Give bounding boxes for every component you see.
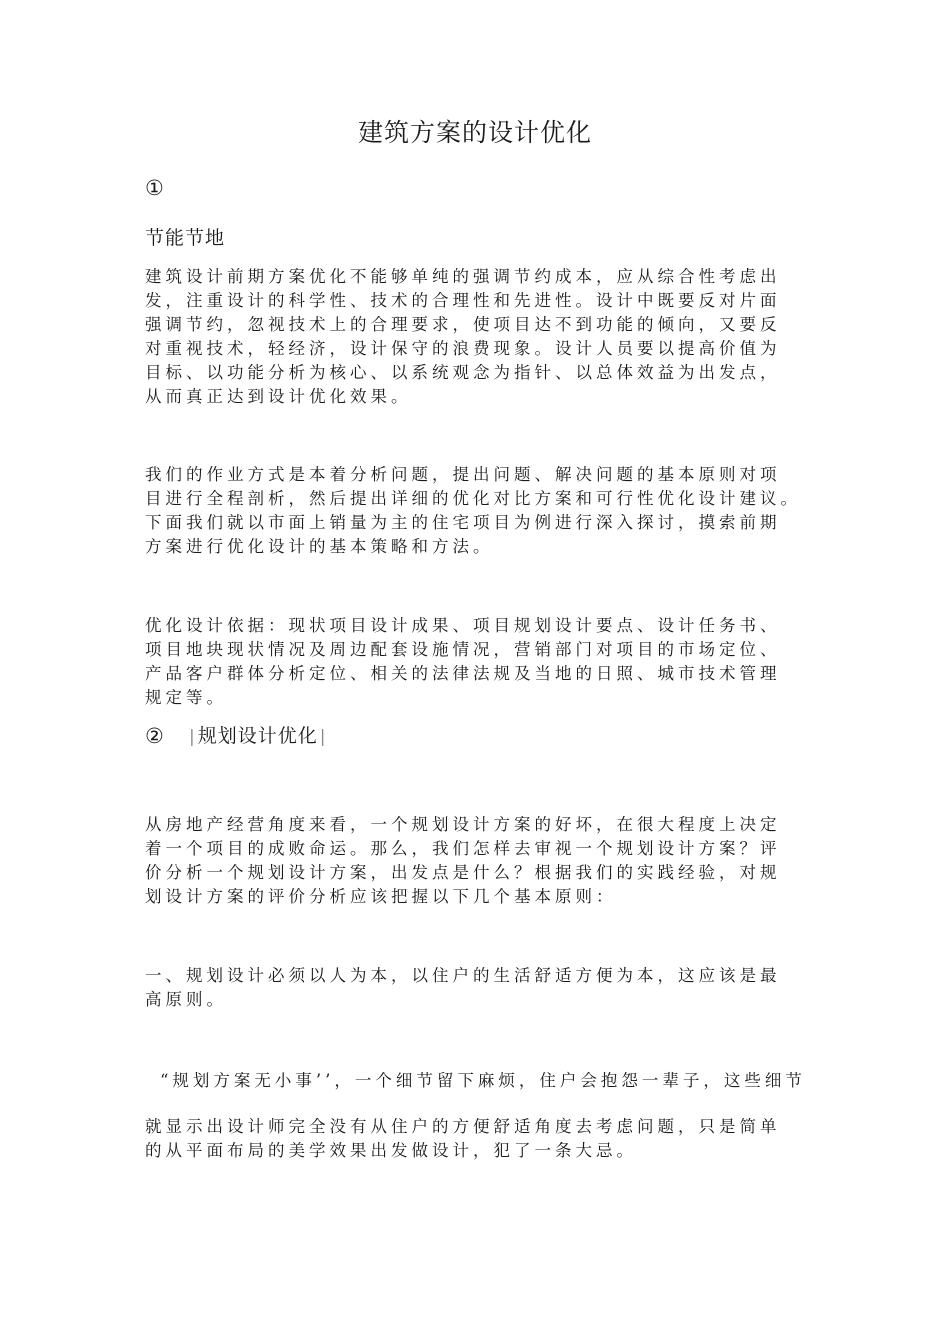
paragraph-line: 产品客户群体分析定位、相关的法律法规及当地的日照、城市技术管理 xyxy=(145,664,781,683)
section-heading-energy-land-saving: 节能节地 xyxy=(145,227,226,249)
paragraph-line: 建筑设计前期方案优化不能够单纯的强调节约成本，应从综合性考虑出 xyxy=(145,267,781,286)
paragraph-line: 规定等。 xyxy=(145,688,227,707)
paragraph-5 xyxy=(145,964,810,1012)
paragraph-1 xyxy=(145,265,810,409)
paragraph-line: 着一个项目的成败命运。那么，我们怎样去审视一个规划设计方案？评 xyxy=(145,839,781,858)
paragraph-3 xyxy=(145,614,810,710)
heading-bar-left: | xyxy=(189,727,196,747)
paragraph-line: 就显示出设计师完全没有从住户的方便舒适角度去考虑问题，只是简单 xyxy=(145,1117,781,1136)
section-marker-2: ② xyxy=(145,724,164,748)
paragraph-6 xyxy=(145,1115,810,1163)
paragraph-line: 项目地块现状情况及周边配套设施情况，营销部门对项目的市场定位、 xyxy=(145,640,781,659)
paragraph-4 xyxy=(145,813,810,909)
paragraph-line: 从而真正达到设计优化效果。 xyxy=(145,387,412,406)
paragraph-line: 的从平面布局的美学效果出发做设计，犯了一条大忌。 xyxy=(145,1141,637,1160)
heading-bar-right: | xyxy=(319,727,327,747)
paragraph-line: 优化设计依据：现状项目设计成果、项目规划设计要点、设计任务书、 xyxy=(145,616,781,635)
document-title: 建筑方案的设计优化 xyxy=(357,118,592,147)
paragraph-line: 我们的作业方式是本着分析问题，提出问题、解决问题的基本原则对项 xyxy=(145,465,781,484)
paragraph-line: 方案进行优化设计的基本策略和方法。 xyxy=(145,537,494,556)
paragraph-line: 强调节约，忽视技术上的合理要求，使项目达不到功能的倾向，又要反 xyxy=(145,315,781,334)
paragraph-line: 对重视技术，轻经济，设计保守的浪费现象。设计人员要以提高价值为 xyxy=(145,339,781,358)
paragraph-line: 一、规划设计必须以人为本，以住户的生活舒适方便为本，这应该是最 xyxy=(145,966,781,985)
paragraph-line: 目标、以功能分析为核心、以系统观念为指针、以总体效益为出发点， xyxy=(145,363,781,382)
section-heading-planning-design xyxy=(187,722,328,751)
heading-text: 规划设计优化 xyxy=(197,725,318,747)
paragraph-line: 从房地产经营角度来看，一个规划设计方案的好坏，在很大程度上决定 xyxy=(145,815,781,834)
quote-line: “规划方案无小事’’，一个细节留下麻烦，住户会抱怨一辈子，这些细节 xyxy=(160,1071,806,1090)
paragraph-line: 价分析一个规划设计方案，出发点是什么？根据我们的实践经验，对规 xyxy=(145,863,781,882)
paragraph-line: 下面我们就以市面上销量为主的住宅项目为例进行深入探讨，摸索前期 xyxy=(145,513,781,532)
paragraph-line: 目进行全程剖析，然后提出详细的优化对比方案和可行性优化设计建议。 xyxy=(145,489,801,508)
paragraph-line: 发，注重设计的科学性、技术的合理性和先进性。设计中既要反对片面 xyxy=(145,291,781,310)
paragraph-line: 划设计方案的评价分析应该把握以下几个基本原则： xyxy=(145,887,617,906)
paragraph-line: 高原则。 xyxy=(145,990,227,1009)
section-marker-1: ① xyxy=(145,176,164,200)
paragraph-2 xyxy=(145,463,810,559)
